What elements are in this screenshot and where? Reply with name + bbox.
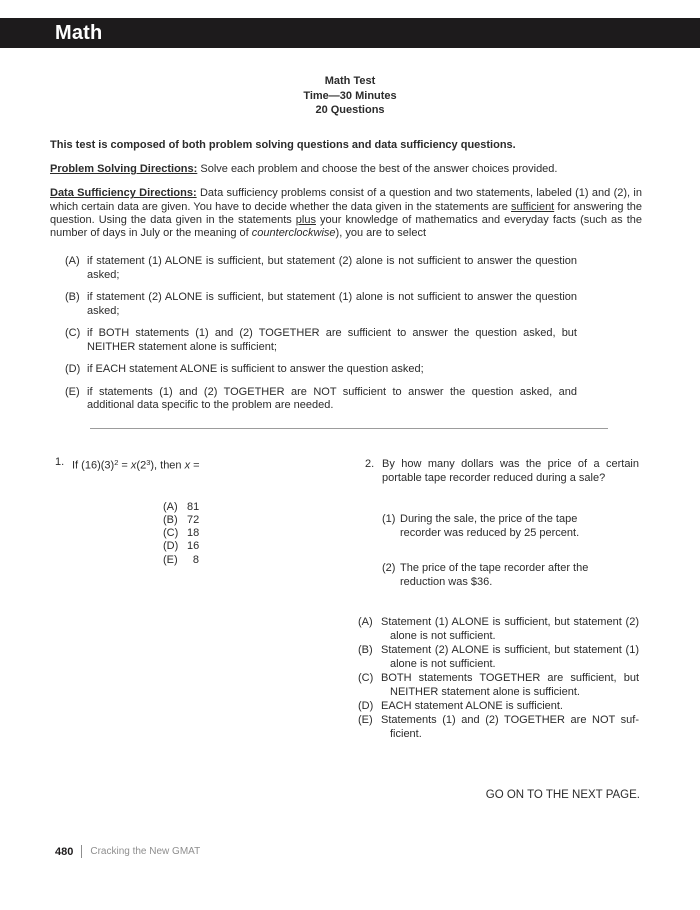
data-sufficiency-text: your knowledge of mathematics and everyday facts (such as the number of days in July or the meaning of xyxy=(50,213,642,240)
problem-solving-directions-text: Solve each problem and choose the best of the answer choices provided. xyxy=(197,163,558,176)
question-2-text: By how many dollars was the price of a certain portable tape recorder reduced during a sale? xyxy=(382,458,639,484)
section-divider-rule xyxy=(90,428,608,429)
directions-answer-key-list xyxy=(65,255,577,413)
choice-label: (D) xyxy=(65,363,81,376)
choice-value: 16 xyxy=(187,540,200,553)
statement-label: (2) xyxy=(382,562,396,574)
choice-label: (E) xyxy=(358,714,373,726)
choice-text: if BOTH statements (1) and (2) TOGETHER are sufficient to answer the question asked, but NEITHER statement alone is sufficient; xyxy=(87,327,577,353)
choice-text: BOTH statements TOGETHER are sufficient, but NEITHER statement alone is sufficient. xyxy=(381,672,639,698)
choice-value: 8 xyxy=(192,553,199,566)
section-title: Math xyxy=(55,22,103,44)
directions-choice-a xyxy=(65,255,577,282)
question-1-choice-b xyxy=(163,514,355,527)
directions-choice-b xyxy=(65,291,577,318)
statement-2 xyxy=(382,561,595,589)
choice-text: if statement (2) ALONE is sufficient, but statement (1) alone is not sufficient to answer the question asked; xyxy=(87,291,577,317)
choice-text: EACH statement ALONE is sufficient. xyxy=(381,700,563,712)
data-sufficiency-text: for answering the question. Using the data given in the statements xyxy=(50,200,643,226)
choice-label: (C) xyxy=(358,672,374,684)
choice-label: (A) xyxy=(163,500,178,513)
choice-value: 18 xyxy=(187,527,200,540)
choice-label: (B) xyxy=(358,644,373,656)
test-time-limit: Time—30 Minutes xyxy=(303,89,397,102)
page-footer xyxy=(55,845,200,858)
book-title: Cracking the New GMAT xyxy=(90,846,201,857)
section-header-bar xyxy=(0,18,700,48)
choice-text: Statements (1) and (2) TOGETHER are NOT suf-ficient. xyxy=(381,714,639,740)
test-composition-line: This test is composed of both problem solving questions and data sufficiency questions. xyxy=(50,139,516,151)
question-number: 2. xyxy=(365,458,375,470)
question-1-choices xyxy=(163,501,355,567)
test-header xyxy=(0,74,700,118)
question-2-choice-e xyxy=(358,713,639,741)
question-1-choice-e xyxy=(163,554,355,567)
question-2-statements xyxy=(382,512,595,589)
go-on-instruction: GO ON TO THE NEXT PAGE. xyxy=(485,789,640,801)
statement-label: (1) xyxy=(382,513,396,525)
italic-word-counterclockwise: counterclockwise xyxy=(251,227,336,240)
directions-choice-e xyxy=(65,386,577,413)
question-2-choice-a xyxy=(358,615,639,643)
choice-label: (A) xyxy=(65,255,80,268)
choice-label: (D) xyxy=(358,700,374,712)
choice-label: (D) xyxy=(163,540,179,553)
page-number: 480 xyxy=(55,845,74,858)
question-2 xyxy=(358,457,639,741)
footer-divider xyxy=(81,845,82,858)
choice-label: (A) xyxy=(358,616,373,628)
question-2-stem xyxy=(365,457,639,485)
problem-solving-directions-label: Problem Solving Directions: xyxy=(50,163,198,176)
data-sufficiency-directions-label: Data Sufficiency Directions: xyxy=(50,187,197,200)
test-question-count: 20 Questions xyxy=(315,104,385,116)
question-2-choices xyxy=(358,615,639,741)
question-1-choice-c xyxy=(163,527,355,540)
underlined-word-sufficient: sufficient xyxy=(511,200,555,213)
question-1-formula: If $(16)(3)^2 = x(2^3)$, then x = xyxy=(72,458,200,472)
choice-label: (C) xyxy=(65,327,81,340)
question-number: 1. xyxy=(55,456,65,468)
directions-choice-c xyxy=(65,327,577,354)
choice-label: (B) xyxy=(163,513,178,526)
choice-text: if statement (1) ALONE is sufficient, but statement (2) alone is not sufficient to answer the question asked; xyxy=(87,255,577,281)
directions-section xyxy=(50,139,642,422)
data-sufficiency-text: Data sufficiency problems consist of a question and two statements, labeled (1) and (2), in which certain data are given. You have to decide whether the data given in the statements are xyxy=(50,187,642,213)
choice-text: if statements (1) and (2) TOGETHER are NOT sufficient to answer the question asked, and additional data specific to the problem are needed. xyxy=(87,385,577,412)
problem-solving-directions xyxy=(50,163,642,176)
choice-label: (C) xyxy=(163,527,179,540)
choice-text: if EACH statement ALONE is sufficient to answer the question asked; xyxy=(87,363,424,376)
choice-label: (E) xyxy=(65,385,80,398)
question-1-stem xyxy=(55,456,355,473)
question-1 xyxy=(55,456,355,567)
question-2-choice-d xyxy=(358,699,639,713)
question-1-choice-d xyxy=(163,540,355,553)
test-title: Math Test xyxy=(324,75,376,87)
choice-label: (E) xyxy=(163,553,178,566)
choice-text: Statement (2) ALONE is sufficient, but statement (1) alone is not sufficient. xyxy=(381,644,639,670)
choice-value: 72 xyxy=(187,513,200,526)
choice-value: 81 xyxy=(187,500,200,513)
question-1-choice-a xyxy=(163,501,355,514)
choice-label: (B) xyxy=(65,291,80,304)
statement-text: During the sale, the price of the tape recorder was reduced by 25 percent. xyxy=(400,513,580,539)
data-sufficiency-directions xyxy=(50,187,642,240)
statement-1 xyxy=(382,512,595,540)
data-sufficiency-text: ), you are to select xyxy=(335,227,427,240)
underlined-word-plus: plus xyxy=(295,213,316,226)
question-2-choice-b xyxy=(358,643,639,671)
question-2-choice-c xyxy=(358,671,639,699)
statement-text: The price of the tape recorder after the reduction was $36. xyxy=(400,562,589,588)
directions-choice-d xyxy=(65,363,577,377)
choice-text: Statement (1) ALONE is sufficient, but statement (2) alone is not sufficient. xyxy=(381,616,639,642)
